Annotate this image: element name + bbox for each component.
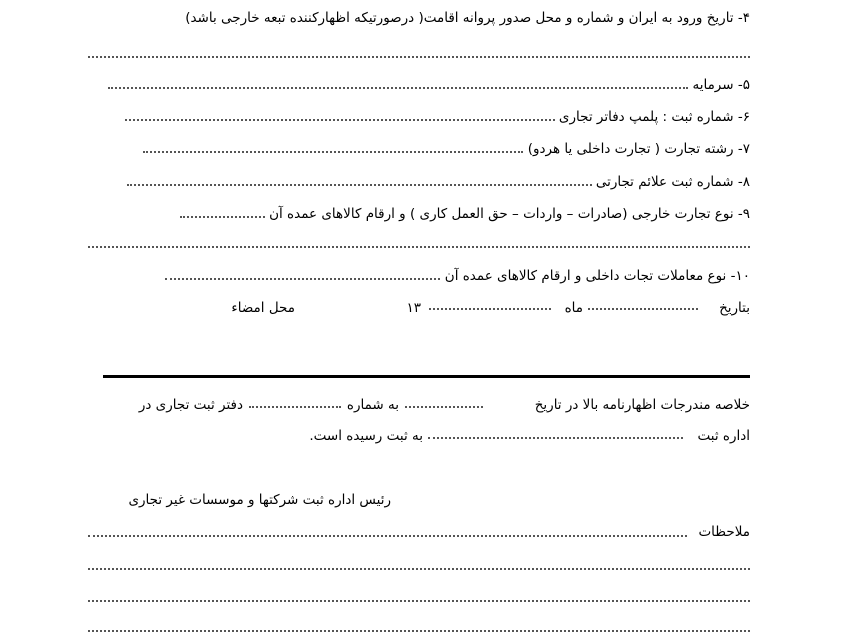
item-5-fill-line[interactable] <box>108 85 688 89</box>
month-fill-line[interactable] <box>429 306 551 310</box>
item-9-fill-line[interactable] <box>180 214 265 218</box>
item-4-row <box>88 8 750 28</box>
item-7-fill-line[interactable] <box>143 149 523 153</box>
summary-line-2-part-1: اداره ثبت <box>697 428 750 444</box>
summary-part-3: دفتر ثبت تجاری در <box>138 397 243 413</box>
remarks-fill-line-3[interactable] <box>88 598 750 602</box>
remarks-fill-line-2[interactable] <box>88 566 750 570</box>
item-9-row <box>88 204 750 224</box>
signature-place-label: محل امضاء <box>231 300 295 316</box>
chief-title: رئیس اداره ثبت شرکتها و موسسات غیر تجاری <box>128 492 391 508</box>
remarks-fill-line-4[interactable] <box>88 628 750 632</box>
day-fill-line[interactable] <box>588 306 698 310</box>
item-9-fill-line-2[interactable] <box>88 244 750 248</box>
date-label: بتاریخ <box>719 300 750 316</box>
item-8-fill-line[interactable] <box>127 182 592 186</box>
item-9-label: ۹- نوع تجارت خارجی (صادرات – واردات – حق العمل کاری ) و ارقام کالاهای عمده آن <box>269 206 750 222</box>
remarks-fill-line-1[interactable] <box>88 533 687 537</box>
item-10-fill-line[interactable] <box>165 276 440 280</box>
item-8-row <box>88 172 750 192</box>
summary-part-2: به شماره <box>346 397 399 413</box>
section-divider <box>103 375 750 378</box>
registry-office-fill-line[interactable] <box>428 435 683 439</box>
item-5-label: ۵- سرمایه <box>692 77 750 93</box>
item-10-label: ۱۰- نوع معاملات تجات داخلی و ارقام کالاهای عمده آن <box>444 268 750 284</box>
remarks-label: ملاحظات <box>698 524 750 540</box>
item-6-fill-line[interactable] <box>125 117 555 121</box>
item-4-fill-line[interactable] <box>88 54 750 58</box>
item-8-label: ۸- شماره ثبت علائم تجارتی <box>595 174 750 190</box>
summary-part-1: خلاصه مندرجات اظهارنامه بالا در تاریخ <box>534 397 750 413</box>
item-6-label: ۶- شماره ثبت : پلمپ دفاتر تجاری <box>558 109 750 125</box>
summary-date-fill-line[interactable] <box>405 404 483 408</box>
month-label: ماه <box>564 300 583 316</box>
item-10-row <box>88 266 750 286</box>
item-4-label: ۴- تاریخ ورود به ایران و شماره و محل صدور پروانه اقامت( درصورتیکه اظهارکننده تبعه خارجی باشد) <box>185 10 750 26</box>
item-6-row <box>88 107 750 127</box>
item-7-row <box>88 139 750 159</box>
year-prefix: ۱۳ <box>406 300 421 316</box>
summary-number-fill-line[interactable] <box>249 404 341 408</box>
item-5-row <box>88 75 750 95</box>
item-7-label: ۷- رشته تجارت ( تجارت داخلی یا هردو) <box>527 141 750 157</box>
summary-line-2-part-2: به ثبت رسیده است. <box>309 428 423 444</box>
